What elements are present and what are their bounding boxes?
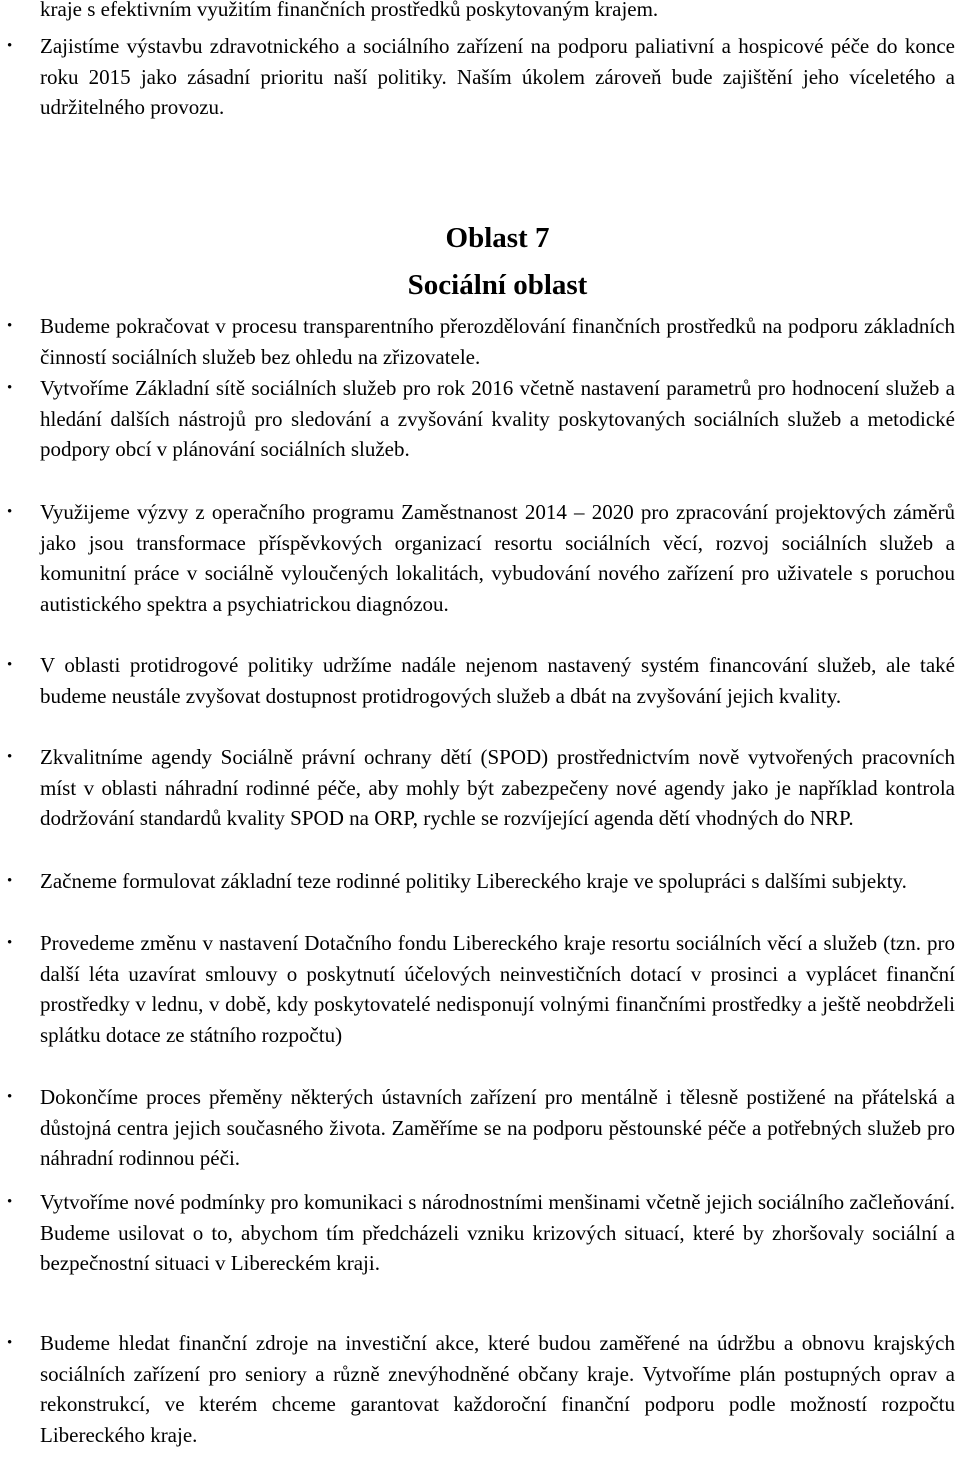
section-number: Oblast 7: [445, 222, 550, 254]
bullet-glyph: •: [7, 380, 13, 396]
list-item: Zajistíme výstavbu zdravotnického a sociálního zařízení na podporu paliativní a hospicové péče do konce roku 2015 jako zásadní prioritu naší politiky. Naším úkolem zároveň bude zajištění jeho víceletého a udržitelného provozu.: [40, 34, 955, 119]
bullet-glyph: •: [7, 749, 13, 765]
bullet-glyph: •: [7, 873, 13, 889]
bullet-glyph: •: [7, 1194, 13, 1210]
list-item: Provedeme změnu v nastavení Dotačního fondu Libereckého kraje resortu sociálních věcí a služeb (tzn. pro další léta uzavírat smlouvy o poskytnutí účelových neinvestičních dotací v prosinci a vyplácet finanční prostředky v lednu, v době, kdy poskytovatelé nedisponují volnými finančními prostředky a ještě neobdrželi splátku dotace ze státního rozpočtu): [40, 931, 955, 1047]
list-item: Začneme formulovat základní teze rodinné politiky Libereckého kraje ve spolupráci s dalšími subjekty.: [40, 869, 907, 893]
list-item: Dokončíme proces přeměny některých ústavních zařízení pro mentálně i tělesně postižené na přátelská a důstojná centra jejich současného života. Zaměříme se na podporu pěstounské péče a potřebných služeb pro náhradní rodinnou péči.: [40, 1085, 955, 1170]
bullet-glyph: •: [7, 1089, 13, 1105]
bullet-glyph: •: [7, 318, 13, 334]
bullet-glyph: •: [7, 504, 13, 520]
section-title: Sociální oblast: [407, 269, 588, 301]
list-item: Budeme hledat finanční zdroje na investiční akce, které budou zaměřené na údržbu a obnovu krajských sociálních zařízení pro seniory a různě znevýhodněné občany kraje. Vytvoříme plán postupných oprav a rekonstrukcí, ve kterém chceme garantovat každoroční finanční podporu podle možností rozpočtu Libereckého kraje.: [40, 1331, 955, 1447]
list-item: Využijeme výzvy z operačního programu Zaměstnanost 2014 – 2020 pro zpracování projektových záměrů jako jsou transformace příspěvkových organizací resortu sociálních věcí, rozvoj sociálních služeb a komunitní práce v sociálně vyloučených lokalitách, vybudování nového zařízení pro uživatele s poruchou autistického spektra a psychiatrickou diagnózou.: [40, 500, 955, 616]
list-item: Vytvoříme Základní sítě sociálních služeb pro rok 2016 včetně nastavení parametrů pro hodnocení služeb a hledání dalších nástrojů pro sledování a zvyšování kvality poskytovaných sociálních služeb a metodické podpory obcí v plánování sociálních služeb.: [40, 376, 955, 461]
bullet-glyph: •: [7, 38, 13, 54]
list-item: Vytvoříme nové podmínky pro komunikaci s národnostními menšinami včetně jejich sociálního začleňování. Budeme usilovat o to, abychom tím předcházeli vzniku krizových situací, které by zhoršovaly sociální a bezpečnostní situaci v Libereckém kraji.: [40, 1190, 955, 1275]
list-item: V oblasti protidrogové politiky udržíme nadále nejenom nastavený systém financování služeb, ale také budeme neustále zvyšovat dostupnost protidrogových služeb a dbát na zvyšování jejich kvality.: [40, 653, 955, 708]
continued-paragraph: kraje s efektivním využitím finančních prostředků poskytovaným krajem.: [40, 0, 659, 21]
bullet-glyph: •: [7, 657, 13, 673]
bullet-glyph: •: [7, 1335, 13, 1351]
list-item: Zkvalitníme agendy Sociálně právní ochrany dětí (SPOD) prostřednictvím nově vytvořených pracovních míst v oblasti náhradní rodinné péče, aby mohly být zabezpečeny nové agendy jako je například kontrola dodržování standardů kvality SPOD na ORP, rychle se rozvíjející agenda dětí vhodných do NRP.: [40, 745, 955, 830]
bullet-glyph: •: [7, 935, 13, 951]
list-item: Budeme pokračovat v procesu transparentního přerozdělování finančních prostředků na podporu základních činností sociálních služeb bez ohledu na zřizovatele.: [40, 314, 955, 369]
